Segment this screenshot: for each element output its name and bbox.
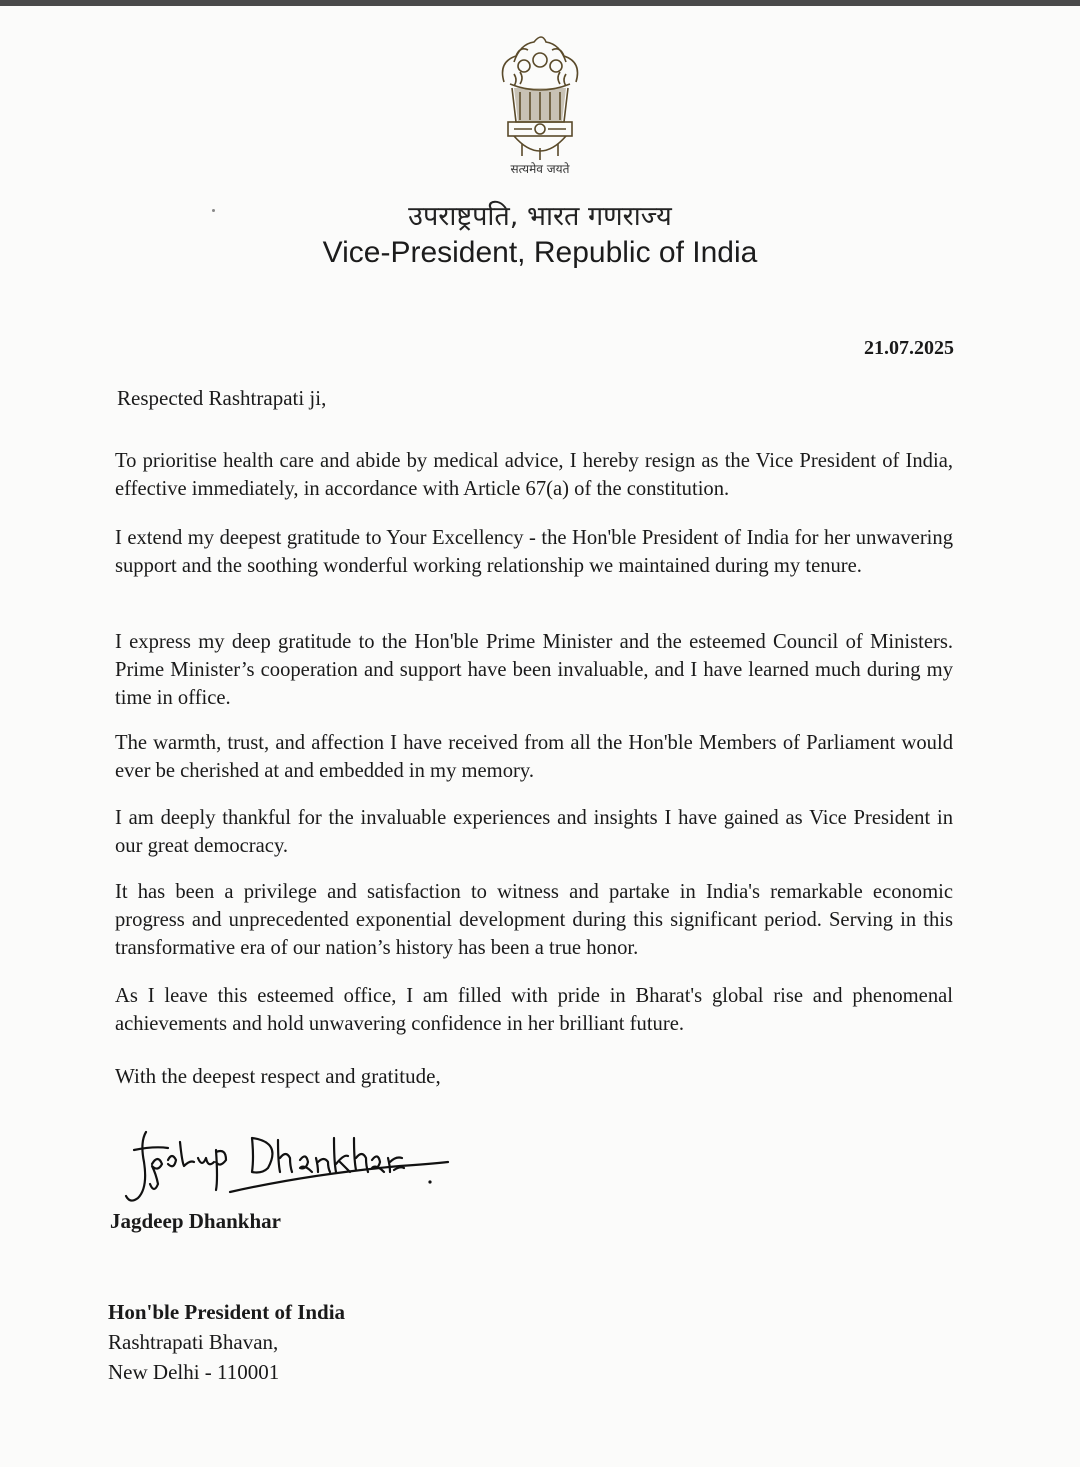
paragraph-4: The warmth, trust, and affection I have received from all the Hon'ble Members of Parliament would ever be cherished at and embedded in my memory.	[115, 732, 953, 782]
letterhead-title-english: Vice-President, Republic of India	[322, 236, 758, 269]
handwritten-signature	[118, 1120, 478, 1210]
paragraph-1: To prioritise health care and abide by medical advice, I hereby resign as the Vice President of India, effective immediately, in accordance with Article 67(a) of the constitution.	[115, 450, 953, 500]
paragraph-7: As I leave this esteemed office, I am filled with pride in Bharat's global rise and phenomenal achievements and hold unwavering confidence in her brilliant future.	[115, 985, 953, 1035]
letter-date: 21.07.2025	[864, 337, 954, 359]
signer-name: Jagdeep Dhankhar	[110, 1209, 281, 1233]
emblem-motto: सत्यमेव जयते	[510, 162, 570, 176]
paragraph-3: I express my deep gratitude to the Hon'ble Prime Minister and the esteemed Council of Ministers. Prime Minister’s cooperation and support have been invaluable, and I have learned much during my time in office.	[115, 631, 953, 709]
closing-line: With the deepest respect and gratitude,	[115, 1064, 441, 1088]
letterhead-title-hindi: उपराष्ट्रपति, भारत गणराज्य	[408, 201, 672, 232]
addressee-line-1: Rashtrapati Bhavan,	[108, 1330, 279, 1354]
addressee-block	[108, 1297, 345, 1387]
top-border-strip	[0, 0, 1080, 6]
paragraph-5: I am deeply thankful for the invaluable experiences and insights I have gained as Vice President in our great democracy.	[115, 807, 953, 857]
addressee-title: Hon'ble President of India	[108, 1300, 346, 1324]
paragraph-2: I extend my deepest gratitude to Your Excellency - the Hon'ble President of India for her unwavering support and the soothing wonderful working relationship we maintained during my tenure.	[115, 527, 953, 577]
addressee-line-2: New Delhi - 110001	[108, 1360, 280, 1384]
salutation: Respected Rashtrapati ji,	[117, 386, 327, 410]
paragraph-6: It has been a privilege and satisfaction to witness and partake in India's remarkable economic progress and unprecedented exponential development during this significant period. Serving in this transformative era of our nation’s history has been a true honor.	[115, 881, 953, 959]
